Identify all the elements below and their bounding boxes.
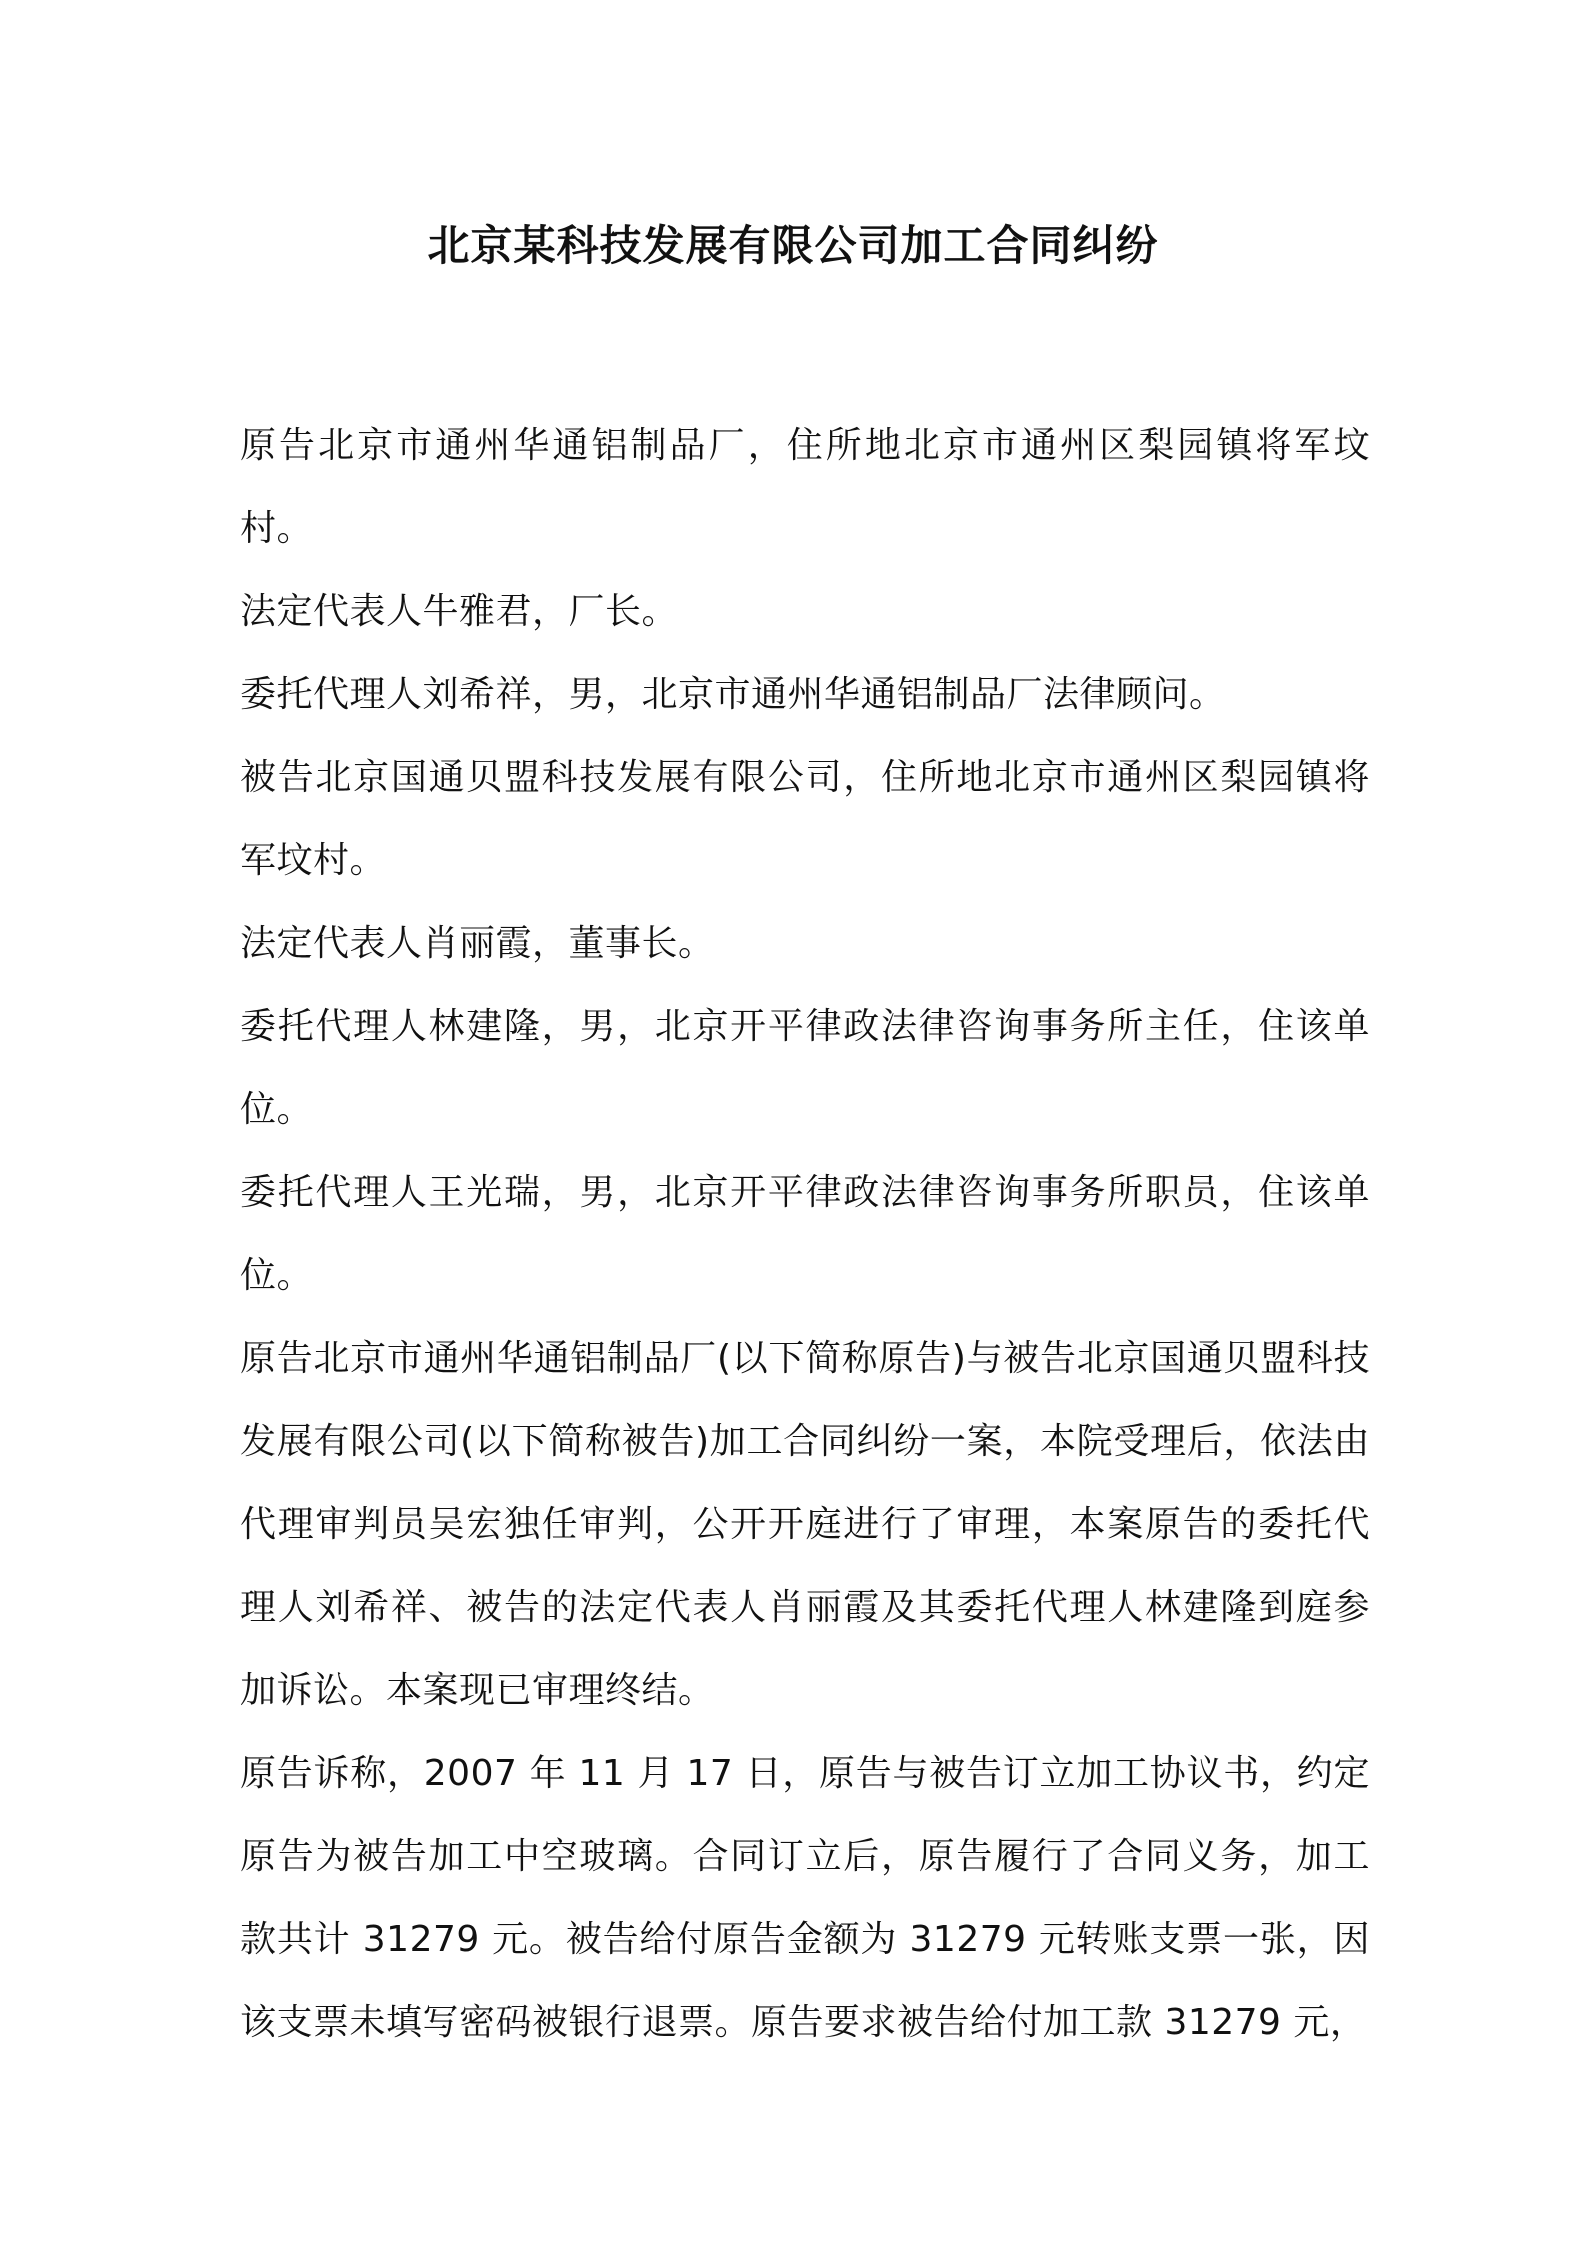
paragraph-defendant-agent-2: 委托代理人王光瑞，男，北京开平律政法律咨询事务所职员，住该单位。 xyxy=(240,1172,1370,1296)
paragraph-plaintiff-representative: 法定代表人牛雅君，厂长。 xyxy=(240,591,679,632)
paragraph-plaintiff-claim: 原告诉称，2007 年 11 月 17 日，原告与被告订立加工协议书，约定原告为被告加工中空玻璃。合同订立后，原告履行了合同义务，加工款共计 31279 元。被告给付原告金额为 31279 元转账支票一张，因该支票未填写密码被银行退票。原告要求被告给付加工款 31279 元， xyxy=(240,1753,1370,2043)
paragraph-defendant-representative: 法定代表人肖丽霞，董事长。 xyxy=(240,923,715,964)
paragraph-defendant: 被告北京国通贝盟科技发展有限公司，住所地北京市通州区梨园镇将军坟村。 xyxy=(240,757,1370,881)
paragraph-plaintiff-agent: 委托代理人刘希祥，男，北京市通州华通铝制品厂法律顾问。 xyxy=(240,674,1226,715)
document-body xyxy=(240,404,1370,2064)
paragraph-defendant-agent-1: 委托代理人林建隆，男，北京开平律政法律咨询事务所主任，住该单位。 xyxy=(240,1006,1370,1130)
document-title: 北京某科技发展有限公司加工合同纠纷 xyxy=(427,221,1159,270)
paragraph-case-summary: 原告北京市通州华通铝制品厂(以下简称原告)与被告北京国通贝盟科技发展有限公司(以下简称被告)加工合同纠纷一案，本院受理后，依法由代理审判员吴宏独任审判，公开开庭进行了审理，本案原告的委托代理人刘希祥、被告的法定代表人肖丽霞及其委托代理人林建隆到庭参加诉讼。本案现已审理终结。 xyxy=(240,1338,1370,1711)
paragraph-plaintiff: 原告北京市通州华通铝制品厂，住所地北京市通州区梨园镇将军坟村。 xyxy=(240,425,1370,549)
